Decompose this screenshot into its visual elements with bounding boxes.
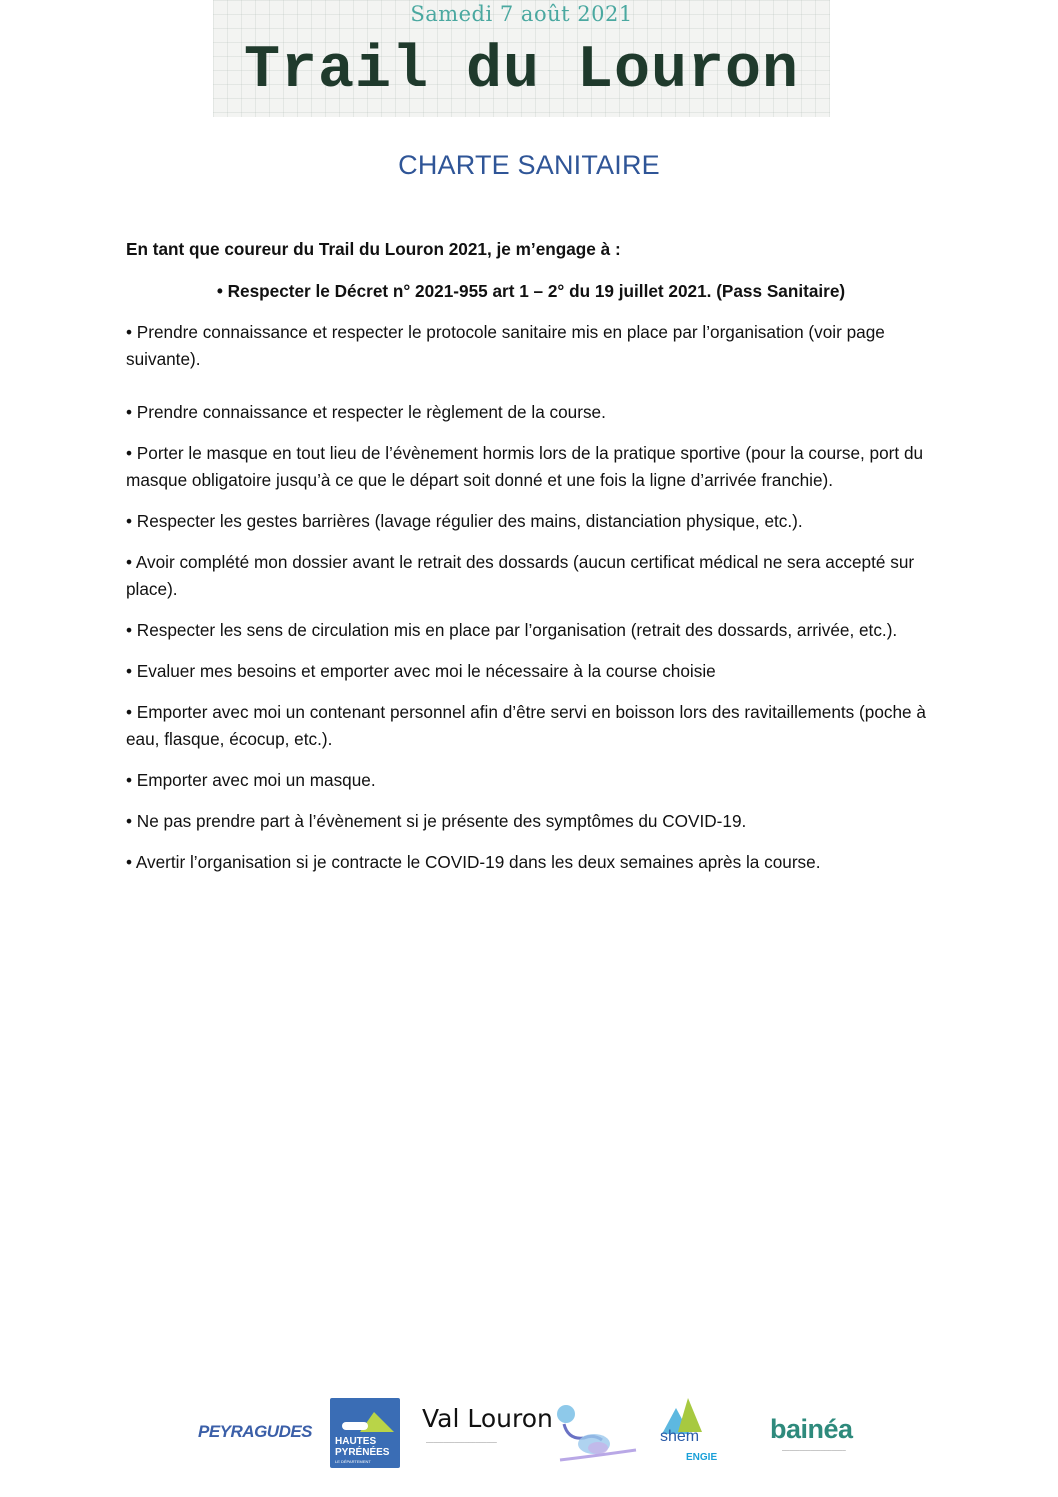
logo-text: LE DÉPARTEMENT	[335, 1459, 371, 1464]
val-louron-logo: Val Louron	[422, 1404, 553, 1433]
list-item: • Prendre connaissance et respecter le règlement de la course.	[126, 402, 606, 422]
sponsor-logos	[196, 1396, 876, 1470]
list-item: • Respecter les gestes barrières (lavage régulier des mains, distanciation physique, etc.).	[126, 511, 803, 531]
logo-text: shem	[660, 1428, 700, 1445]
val-louron-subtitle: ────────────────────	[426, 1440, 497, 1446]
event-date: Samedi 7 août 2021	[410, 2, 633, 26]
list-item: • Avertir l’organisation si je contracte le COVID-19 dans les deux semaines après la course.	[126, 852, 821, 872]
list-item: • Evaluer mes besoins et emporter avec moi le nécessaire à la course choisie	[126, 661, 716, 681]
peyragudes-logo: PEYRAGUDES	[198, 1422, 313, 1441]
shem-engie-logo	[656, 1398, 720, 1468]
bainea-subtitle: ──────────────────	[782, 1448, 846, 1454]
logo-text: HAUTES	[335, 1436, 377, 1447]
list-item: • Emporter avec moi un contenant personnel afin d’être servi en boisson lors des ravitaillements (poche à eau, flasque, écocup, etc.).	[126, 702, 926, 749]
mountain-icon	[678, 1398, 702, 1432]
list-item: • Porter le masque en tout lieu de l’évènement hormis lors de la pratique sportive (pour la course, port du masque obligatoire jusqu’à ce que le départ soit donné et une fois la ligne d’arrivée franchie).	[126, 443, 924, 490]
list-item: • Ne pas prendre part à l’évènement si je présente des symptômes du COVID-19.	[126, 811, 747, 831]
list-item: • Respecter les sens de circulation mis en place par l’organisation (retrait des dossards, arrivée, etc.).	[126, 620, 898, 640]
decree-item: • Respecter le Décret n° 2021-955 art 1 – 2° du 19 juillet 2021. (Pass Sanitaire)	[216, 281, 846, 301]
swirl-logo-icon	[554, 1404, 638, 1464]
cloud-icon	[342, 1422, 368, 1430]
list-item: • Emporter avec moi un masque.	[126, 770, 376, 790]
logo-text: ENGIE	[686, 1452, 718, 1463]
intro-text: En tant que coureur du Trail du Louron 2021, je m’engage à :	[126, 239, 621, 259]
list-item: • Avoir complété mon dossier avant le retrait des dossards (aucun certificat médical ne sera accepté sur place).	[126, 552, 915, 599]
header-banner	[213, 0, 830, 117]
list-item: • Prendre connaissance et respecter le protocole sanitaire mis en place par l’organisation (voir page suivante).	[126, 322, 885, 369]
commitment-list	[126, 319, 936, 890]
page-title: CHARTE SANITAIRE	[398, 150, 660, 180]
event-title: Trail du Louron	[243, 37, 800, 105]
bainea-logo: bainéa	[770, 1414, 853, 1444]
hautes-pyrenees-logo	[330, 1398, 400, 1468]
logo-text: PYRÉNÉES	[335, 1447, 390, 1458]
